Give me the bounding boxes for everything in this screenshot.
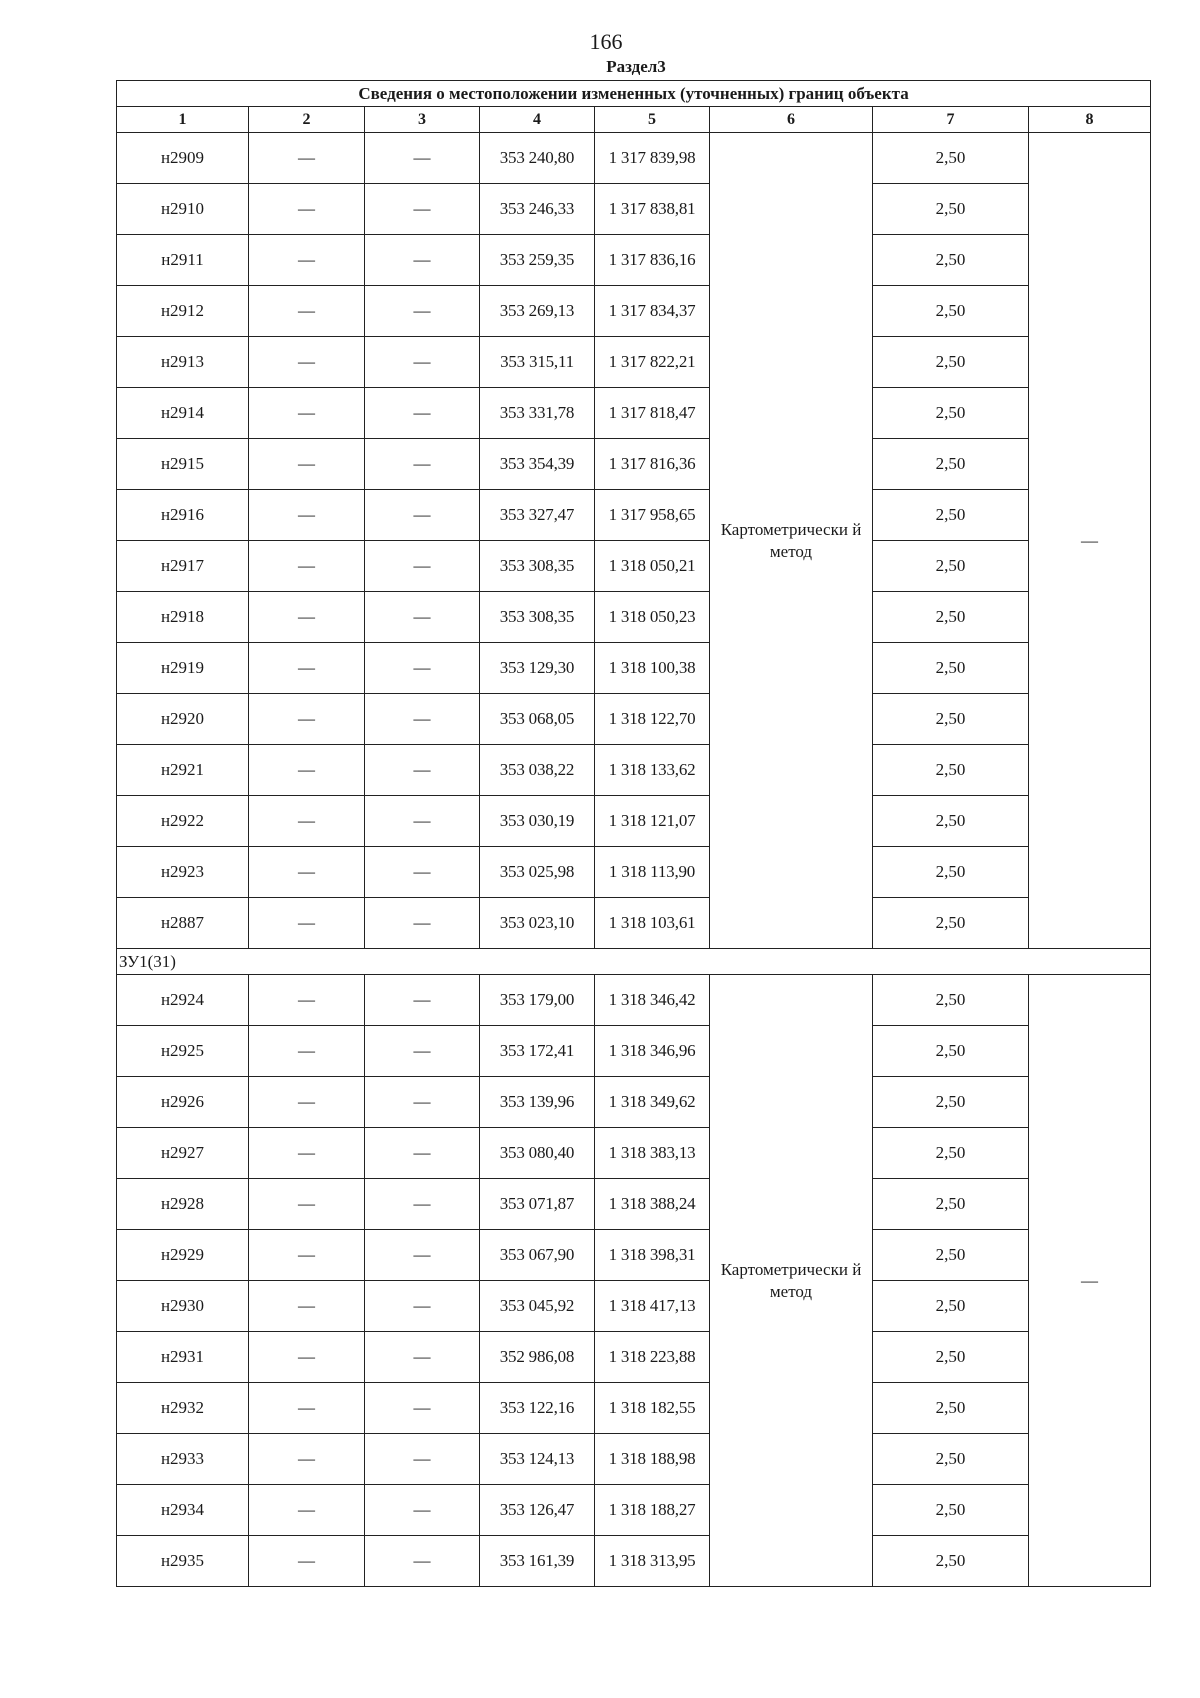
column-3-cell: — — [365, 1383, 480, 1434]
y-coordinate-cell: 1 318 133,62 — [595, 745, 710, 796]
table-row — [117, 898, 1151, 949]
accuracy-cell: 2,50 — [873, 1128, 1029, 1179]
column-3-cell: — — [365, 975, 480, 1026]
accuracy-cell: 2,50 — [873, 1536, 1029, 1587]
x-coordinate-cell: 353 038,22 — [480, 745, 595, 796]
column-3-cell: — — [365, 898, 480, 949]
y-coordinate-cell: 1 317 816,36 — [595, 439, 710, 490]
accuracy-cell: 2,50 — [873, 1485, 1029, 1536]
column-number-row — [117, 107, 1151, 133]
table-row — [117, 439, 1151, 490]
x-coordinate-cell: 353 126,47 — [480, 1485, 595, 1536]
y-coordinate-cell: 1 317 818,47 — [595, 388, 710, 439]
table-row — [117, 1332, 1151, 1383]
point-name-cell: н2933 — [117, 1434, 249, 1485]
accuracy-cell: 2,50 — [873, 184, 1029, 235]
accuracy-cell: 2,50 — [873, 1383, 1029, 1434]
column-2-cell: — — [249, 1077, 365, 1128]
column-3-cell: — — [365, 133, 480, 184]
column-2-cell: — — [249, 745, 365, 796]
y-coordinate-cell: 1 318 113,90 — [595, 847, 710, 898]
column-2-cell: — — [249, 133, 365, 184]
column-2-cell: — — [249, 541, 365, 592]
table-row — [117, 1128, 1151, 1179]
point-name-cell: н2934 — [117, 1485, 249, 1536]
table-row — [117, 745, 1151, 796]
x-coordinate-cell: 353 129,30 — [480, 643, 595, 694]
method-cell: Картометрически й метод — [710, 975, 873, 1587]
x-coordinate-cell: 353 139,96 — [480, 1077, 595, 1128]
x-coordinate-cell: 353 259,35 — [480, 235, 595, 286]
point-name-cell: н2928 — [117, 1179, 249, 1230]
column-3-cell: — — [365, 643, 480, 694]
column-2-cell: — — [249, 1179, 365, 1230]
table-row — [117, 1434, 1151, 1485]
table-row — [117, 133, 1151, 184]
table-row — [117, 847, 1151, 898]
table-caption: Сведения о местоположении измененных (уточненных) границ объекта — [117, 81, 1151, 107]
y-coordinate-cell: 1 318 188,98 — [595, 1434, 710, 1485]
column-2-cell: — — [249, 235, 365, 286]
point-name-cell: н2918 — [117, 592, 249, 643]
point-name-cell: н2935 — [117, 1536, 249, 1587]
x-coordinate-cell: 353 161,39 — [480, 1536, 595, 1587]
accuracy-cell: 2,50 — [873, 439, 1029, 490]
x-coordinate-cell: 353 327,47 — [480, 490, 595, 541]
point-name-cell: н2927 — [117, 1128, 249, 1179]
accuracy-cell: 2,50 — [873, 490, 1029, 541]
column-3-cell: — — [365, 1179, 480, 1230]
column-3-cell: — — [365, 184, 480, 235]
column-2-cell: — — [249, 975, 365, 1026]
x-coordinate-cell: 352 986,08 — [480, 1332, 595, 1383]
accuracy-cell: 2,50 — [873, 1281, 1029, 1332]
table-row — [117, 643, 1151, 694]
point-name-cell: н2923 — [117, 847, 249, 898]
y-coordinate-cell: 1 318 398,31 — [595, 1230, 710, 1281]
x-coordinate-cell: 353 354,39 — [480, 439, 595, 490]
table-row — [117, 1179, 1151, 1230]
accuracy-cell: 2,50 — [873, 643, 1029, 694]
table-row — [117, 694, 1151, 745]
column-2-cell: — — [249, 1332, 365, 1383]
accuracy-cell: 2,50 — [873, 541, 1029, 592]
column-2-cell: — — [249, 1230, 365, 1281]
table-row — [117, 1026, 1151, 1077]
column-3-cell: — — [365, 286, 480, 337]
x-coordinate-cell: 353 071,87 — [480, 1179, 595, 1230]
point-name-cell: н2911 — [117, 235, 249, 286]
column-number: 1 — [117, 107, 249, 133]
x-coordinate-cell: 353 122,16 — [480, 1383, 595, 1434]
table-row — [117, 184, 1151, 235]
accuracy-cell: 2,50 — [873, 1077, 1029, 1128]
point-name-cell: н2932 — [117, 1383, 249, 1434]
point-name-cell: н2931 — [117, 1332, 249, 1383]
column-2-cell: — — [249, 898, 365, 949]
column-3-cell: — — [365, 694, 480, 745]
y-coordinate-cell: 1 318 122,70 — [595, 694, 710, 745]
table-row — [117, 286, 1151, 337]
point-name-cell: н2920 — [117, 694, 249, 745]
column-3-cell: — — [365, 235, 480, 286]
point-name-cell: н2912 — [117, 286, 249, 337]
point-name-cell: н2916 — [117, 490, 249, 541]
column-2-cell: — — [249, 184, 365, 235]
point-name-cell: н2917 — [117, 541, 249, 592]
point-name-cell: н2913 — [117, 337, 249, 388]
y-coordinate-cell: 1 317 958,65 — [595, 490, 710, 541]
column-2-cell: — — [249, 337, 365, 388]
accuracy-cell: 2,50 — [873, 1434, 1029, 1485]
y-coordinate-cell: 1 318 346,42 — [595, 975, 710, 1026]
column-3-cell: — — [365, 1026, 480, 1077]
x-coordinate-cell: 353 308,35 — [480, 541, 595, 592]
column-3-cell: — — [365, 1332, 480, 1383]
point-name-cell: н2909 — [117, 133, 249, 184]
point-name-cell: н2925 — [117, 1026, 249, 1077]
accuracy-cell: 2,50 — [873, 337, 1029, 388]
table-row — [117, 235, 1151, 286]
column-2-cell: — — [249, 439, 365, 490]
table-row — [117, 337, 1151, 388]
column-2-cell: — — [249, 388, 365, 439]
column-3-cell: — — [365, 1077, 480, 1128]
y-coordinate-cell: 1 318 100,38 — [595, 643, 710, 694]
y-coordinate-cell: 1 318 346,96 — [595, 1026, 710, 1077]
column-2-cell: — — [249, 847, 365, 898]
column-2-cell: — — [249, 1383, 365, 1434]
y-coordinate-cell: 1 318 121,07 — [595, 796, 710, 847]
column-number: 2 — [249, 107, 365, 133]
column-2-cell: — — [249, 1536, 365, 1587]
y-coordinate-cell: 1 318 349,62 — [595, 1077, 710, 1128]
boundary-coordinates-table — [116, 80, 1151, 1587]
column-number: 4 — [480, 107, 595, 133]
point-name-cell: н2930 — [117, 1281, 249, 1332]
x-coordinate-cell: 353 240,80 — [480, 133, 595, 184]
x-coordinate-cell: 353 246,33 — [480, 184, 595, 235]
x-coordinate-cell: 353 025,98 — [480, 847, 595, 898]
column-3-cell: — — [365, 439, 480, 490]
column-2-cell: — — [249, 286, 365, 337]
table-row — [117, 796, 1151, 847]
point-name-cell: н2924 — [117, 975, 249, 1026]
table-row — [117, 1077, 1151, 1128]
y-coordinate-cell: 1 317 838,81 — [595, 184, 710, 235]
group-label-row — [117, 949, 1151, 975]
y-coordinate-cell: 1 317 834,37 — [595, 286, 710, 337]
table-row — [117, 975, 1151, 1026]
x-coordinate-cell: 353 030,19 — [480, 796, 595, 847]
point-name-cell: н2915 — [117, 439, 249, 490]
x-coordinate-cell: 353 124,13 — [480, 1434, 595, 1485]
x-coordinate-cell: 353 045,92 — [480, 1281, 595, 1332]
column-2-cell: — — [249, 643, 365, 694]
column-3-cell: — — [365, 388, 480, 439]
column-2-cell: — — [249, 1128, 365, 1179]
column-3-cell: — — [365, 490, 480, 541]
column-2-cell: — — [249, 1434, 365, 1485]
x-coordinate-cell: 353 080,40 — [480, 1128, 595, 1179]
section-title: Раздел3 — [606, 57, 666, 76]
accuracy-cell: 2,50 — [873, 1332, 1029, 1383]
column-3-cell: — — [365, 541, 480, 592]
column-3-cell: — — [365, 1536, 480, 1587]
column-3-cell: — — [365, 745, 480, 796]
x-coordinate-cell: 353 269,13 — [480, 286, 595, 337]
y-coordinate-cell: 1 318 050,23 — [595, 592, 710, 643]
column-2-cell: — — [249, 592, 365, 643]
point-name-cell: н2926 — [117, 1077, 249, 1128]
column-2-cell: — — [249, 796, 365, 847]
accuracy-cell: 2,50 — [873, 592, 1029, 643]
table-row — [117, 490, 1151, 541]
accuracy-cell: 2,50 — [873, 235, 1029, 286]
y-coordinate-cell: 1 318 388,24 — [595, 1179, 710, 1230]
table-row — [117, 1536, 1151, 1587]
x-coordinate-cell: 353 023,10 — [480, 898, 595, 949]
column-3-cell: — — [365, 592, 480, 643]
table-caption-row — [117, 81, 1151, 107]
accuracy-cell: 2,50 — [873, 745, 1029, 796]
y-coordinate-cell: 1 317 822,21 — [595, 337, 710, 388]
y-coordinate-cell: 1 318 188,27 — [595, 1485, 710, 1536]
point-name-cell: н2887 — [117, 898, 249, 949]
y-coordinate-cell: 1 318 417,13 — [595, 1281, 710, 1332]
table-row — [117, 1230, 1151, 1281]
point-name-cell: н2914 — [117, 388, 249, 439]
table-row — [117, 1485, 1151, 1536]
accuracy-cell: 2,50 — [873, 1230, 1029, 1281]
table-row — [117, 592, 1151, 643]
table-row — [117, 541, 1151, 592]
accuracy-cell: 2,50 — [873, 133, 1029, 184]
point-name-cell: н2921 — [117, 745, 249, 796]
group-label: ЗУ1(31) — [117, 949, 1151, 975]
x-coordinate-cell: 353 308,35 — [480, 592, 595, 643]
x-coordinate-cell: 353 068,05 — [480, 694, 595, 745]
column-8-cell: — — [1029, 133, 1151, 949]
column-3-cell: — — [365, 1128, 480, 1179]
column-number: 8 — [1029, 107, 1151, 133]
accuracy-cell: 2,50 — [873, 694, 1029, 745]
column-2-cell: — — [249, 694, 365, 745]
column-3-cell: — — [365, 1230, 480, 1281]
x-coordinate-cell: 353 331,78 — [480, 388, 595, 439]
column-2-cell: — — [249, 1485, 365, 1536]
column-8-cell: — — [1029, 975, 1151, 1587]
accuracy-cell: 2,50 — [873, 898, 1029, 949]
column-number: 7 — [873, 107, 1029, 133]
method-cell: Картометрически й метод — [710, 133, 873, 949]
point-name-cell: н2922 — [117, 796, 249, 847]
y-coordinate-cell: 1 318 223,88 — [595, 1332, 710, 1383]
accuracy-cell: 2,50 — [873, 1026, 1029, 1077]
column-2-cell: — — [249, 490, 365, 541]
table-body — [117, 81, 1151, 1587]
column-2-cell: — — [249, 1281, 365, 1332]
x-coordinate-cell: 353 315,11 — [480, 337, 595, 388]
x-coordinate-cell: 353 172,41 — [480, 1026, 595, 1077]
point-name-cell: н2919 — [117, 643, 249, 694]
table-row — [117, 1383, 1151, 1434]
y-coordinate-cell: 1 318 103,61 — [595, 898, 710, 949]
accuracy-cell: 2,50 — [873, 286, 1029, 337]
y-coordinate-cell: 1 317 839,98 — [595, 133, 710, 184]
column-2-cell: — — [249, 1026, 365, 1077]
column-3-cell: — — [365, 796, 480, 847]
point-name-cell: н2910 — [117, 184, 249, 235]
page-number: 166 — [589, 29, 623, 54]
table-row — [117, 388, 1151, 439]
column-number: 6 — [710, 107, 873, 133]
y-coordinate-cell: 1 318 050,21 — [595, 541, 710, 592]
column-3-cell: — — [365, 1485, 480, 1536]
column-number: 3 — [365, 107, 480, 133]
column-3-cell: — — [365, 847, 480, 898]
x-coordinate-cell: 353 179,00 — [480, 975, 595, 1026]
accuracy-cell: 2,50 — [873, 847, 1029, 898]
column-3-cell: — — [365, 337, 480, 388]
accuracy-cell: 2,50 — [873, 388, 1029, 439]
x-coordinate-cell: 353 067,90 — [480, 1230, 595, 1281]
column-number: 5 — [595, 107, 710, 133]
accuracy-cell: 2,50 — [873, 1179, 1029, 1230]
accuracy-cell: 2,50 — [873, 796, 1029, 847]
point-name-cell: н2929 — [117, 1230, 249, 1281]
y-coordinate-cell: 1 318 313,95 — [595, 1536, 710, 1587]
y-coordinate-cell: 1 318 383,13 — [595, 1128, 710, 1179]
table-row — [117, 1281, 1151, 1332]
y-coordinate-cell: 1 317 836,16 — [595, 235, 710, 286]
column-3-cell: — — [365, 1281, 480, 1332]
y-coordinate-cell: 1 318 182,55 — [595, 1383, 710, 1434]
column-3-cell: — — [365, 1434, 480, 1485]
accuracy-cell: 2,50 — [873, 975, 1029, 1026]
